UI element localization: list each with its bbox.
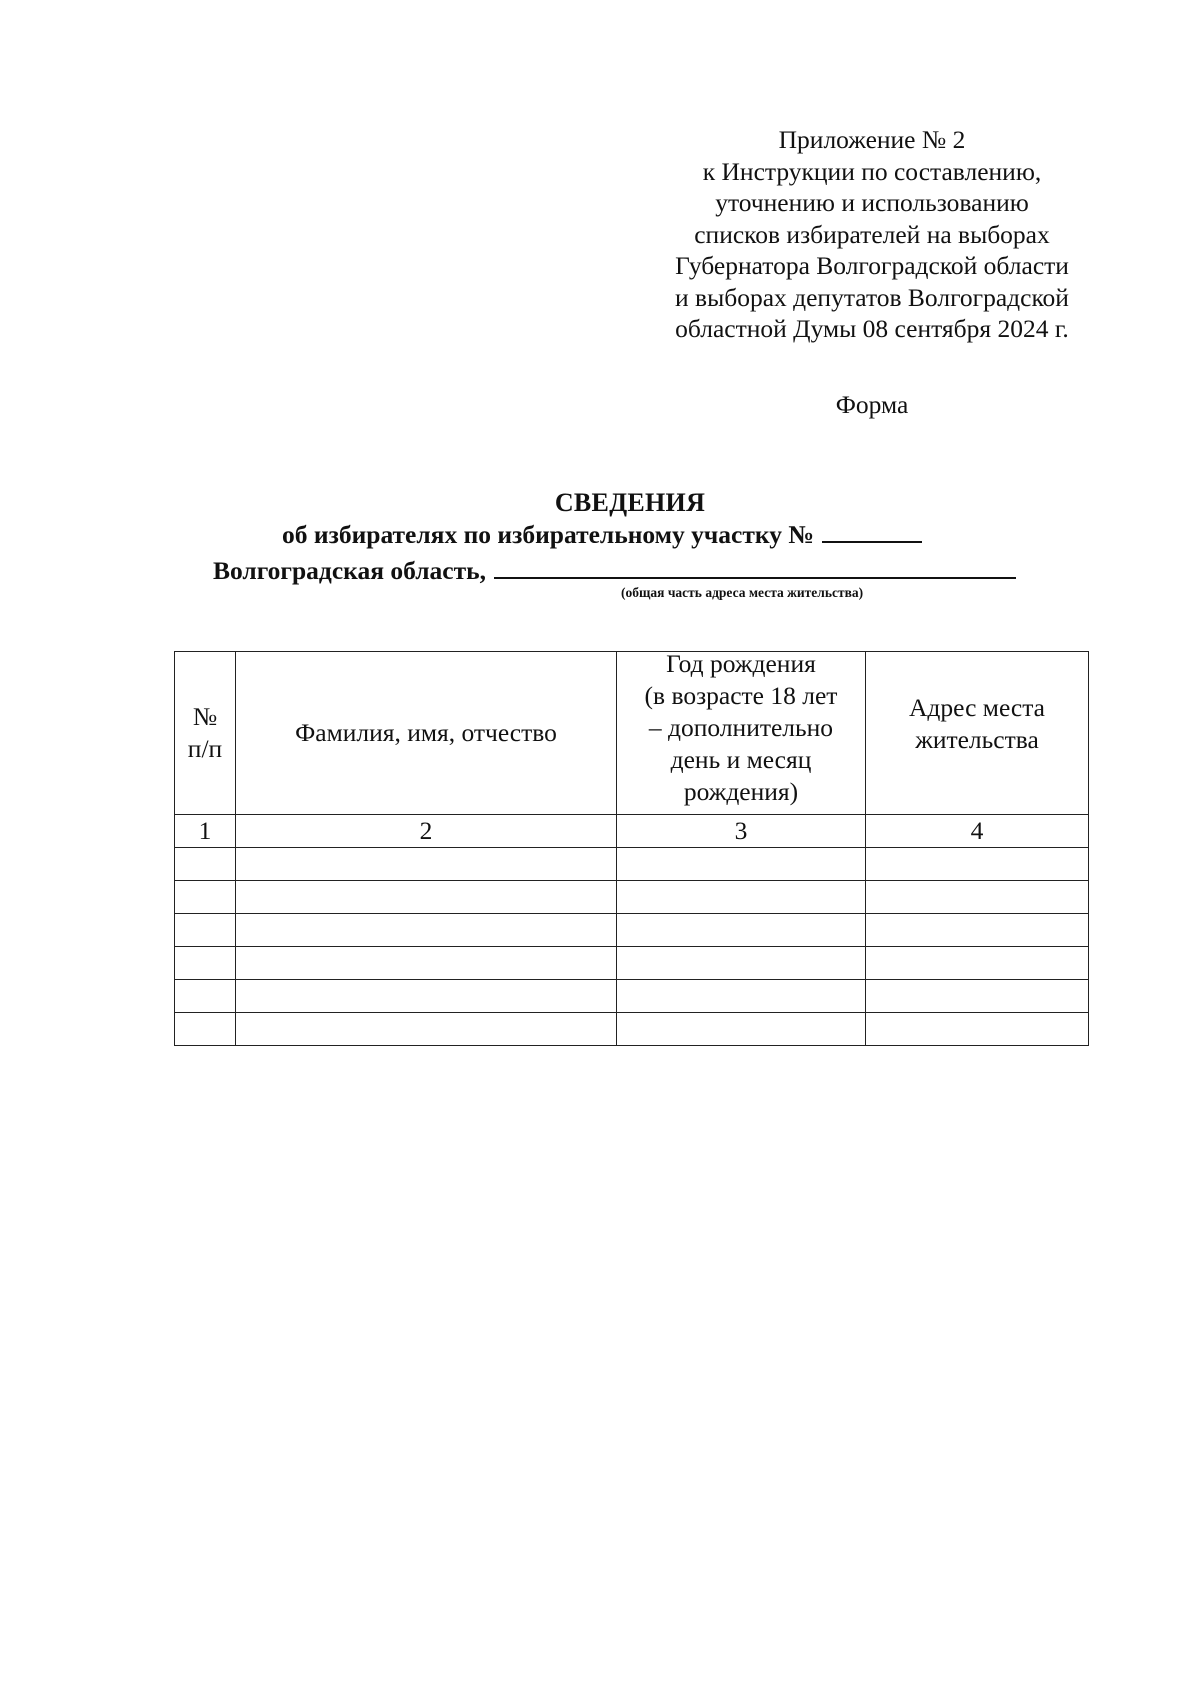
form-label: Форма	[835, 390, 909, 419]
header-address	[866, 652, 1089, 815]
table-row	[175, 1013, 1089, 1046]
header-address-lines	[866, 692, 1088, 756]
document-title: СВЕДЕНИЯ	[554, 488, 706, 517]
appendix-line: Приложение № 2	[778, 125, 966, 154]
subtitle-text: об избирателях по избирательному участку №	[282, 520, 814, 549]
column-number: 3	[617, 815, 866, 848]
header-birth-year-line: рождения)	[683, 777, 799, 806]
table-cell	[866, 980, 1089, 1013]
header-birth-year-line: день и месяц	[670, 745, 812, 774]
region-line	[213, 556, 1016, 586]
table-cell	[175, 848, 236, 881]
table-cell	[236, 848, 617, 881]
header-address-line: жительства	[915, 725, 1039, 754]
column-number: 4	[866, 815, 1089, 848]
column-number: 2	[236, 815, 617, 848]
table-cell	[175, 914, 236, 947]
header-number	[175, 652, 236, 815]
table-cell	[866, 1013, 1089, 1046]
table-row	[175, 914, 1089, 947]
table-row	[175, 848, 1089, 881]
table-cell	[175, 947, 236, 980]
appendix-line: к Инструкции по составлению,	[702, 156, 1042, 186]
address-blank	[494, 557, 1016, 579]
appendix-block	[612, 124, 1132, 345]
table-cell	[866, 848, 1089, 881]
header-birth-year-line: – дополнительно	[648, 713, 834, 742]
table-cell	[236, 914, 617, 947]
table-cell	[175, 1013, 236, 1046]
appendix-line: списков избирателей на выборах	[694, 219, 1050, 249]
table-cell	[617, 1013, 866, 1046]
header-number-line: п/п	[187, 734, 223, 763]
header-number-line: №	[192, 702, 218, 731]
table-cell	[866, 914, 1089, 947]
table-cell	[617, 947, 866, 980]
header-full-name-line: Фамилия, имя, отчество	[295, 718, 557, 747]
empty-rows-body	[175, 848, 1089, 1046]
table-cell	[236, 980, 617, 1013]
header-birth-year	[617, 649, 866, 815]
column-number-row	[175, 815, 1089, 848]
appendix-line: и выборах депутатов Волгоградской	[675, 282, 1069, 312]
header-birth-year-line: Год рождения	[666, 649, 816, 678]
precinct-number-blank	[822, 521, 922, 543]
table-cell	[236, 1013, 617, 1046]
appendix-line: уточнению и использованию	[715, 188, 1029, 217]
table-cell	[617, 881, 866, 914]
region-text: Волгоградская область,	[213, 556, 487, 585]
header-birth-year-line: (в возрасте 18 лет	[644, 681, 838, 710]
address-hint: (общая часть адреса места жительства)	[621, 585, 864, 600]
table-row	[175, 980, 1089, 1013]
table-cell	[866, 947, 1089, 980]
table-cell	[866, 881, 1089, 914]
table-cell	[236, 881, 617, 914]
table-cell	[175, 881, 236, 914]
voters-table	[174, 651, 1089, 1046]
table-row	[175, 947, 1089, 980]
column-number: 1	[175, 815, 236, 848]
document-subtitle	[282, 520, 922, 550]
header-address-line: Адрес места	[909, 693, 1045, 722]
table-cell	[617, 980, 866, 1013]
table-cell	[617, 848, 866, 881]
appendix-line: областной Думы 08 сентября 2024 г.	[675, 314, 1069, 343]
table-row	[175, 881, 1089, 914]
table-cell	[617, 914, 866, 947]
header-birth-year-lines	[617, 648, 865, 808]
table-header-row	[175, 652, 1089, 815]
table-cell	[175, 980, 236, 1013]
header-full-name	[236, 652, 617, 815]
table-cell	[236, 947, 617, 980]
appendix-line: Губернатора Волгоградской области	[675, 251, 1069, 280]
